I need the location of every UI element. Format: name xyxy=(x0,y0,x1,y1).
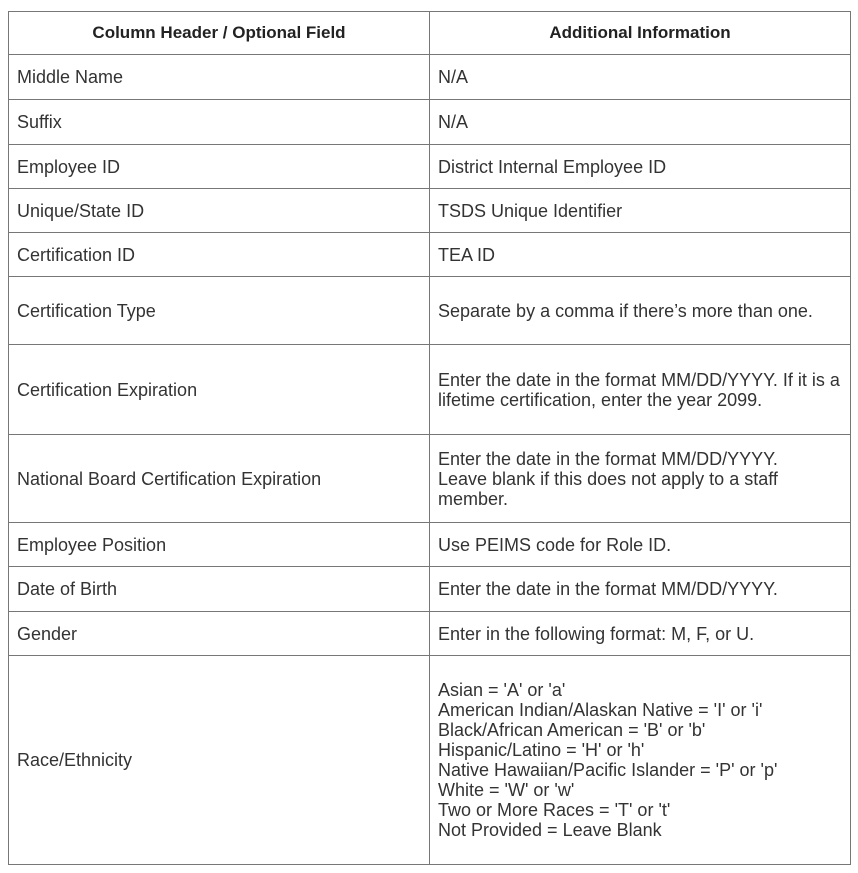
table-row xyxy=(9,277,851,345)
info-line: Separate by a comma if there’s more than one. xyxy=(438,300,813,321)
info-line: White = 'W' or 'w' xyxy=(438,780,575,800)
field-name: National Board Certification Expiration xyxy=(9,435,430,523)
table-row xyxy=(9,233,851,277)
field-name: Date of Birth xyxy=(9,567,430,612)
field-name: Suffix xyxy=(9,100,430,145)
info-line: Asian = 'A' or 'a' xyxy=(438,680,566,700)
table-row xyxy=(9,145,851,189)
field-info xyxy=(430,145,851,189)
optional-fields-table xyxy=(8,11,851,865)
info-line: N/A xyxy=(438,112,469,132)
field-name: Employee Position xyxy=(9,523,430,567)
column-header-field: Column Header / Optional Field xyxy=(9,12,430,55)
field-info xyxy=(430,567,851,612)
field-info xyxy=(430,189,851,233)
info-line: Black/African American = 'B' or 'b' xyxy=(438,720,706,740)
info-line: District Internal Employee ID xyxy=(438,156,667,177)
table-row xyxy=(9,523,851,567)
info-line: Enter the date in the format MM/DD/YYYY. xyxy=(438,579,778,599)
info-line: Not Provided = Leave Blank xyxy=(438,820,662,840)
field-info xyxy=(430,55,851,100)
table-row xyxy=(9,567,851,612)
column-header-info: Additional Information xyxy=(430,12,851,55)
field-info xyxy=(430,277,851,345)
field-info xyxy=(430,523,851,567)
info-line: Use PEIMS code for Role ID. xyxy=(438,534,672,555)
table-row xyxy=(9,100,851,145)
table-row xyxy=(9,656,851,865)
info-line: American Indian/Alaskan Native = 'I' or 'i' xyxy=(438,700,763,720)
table-row xyxy=(9,345,851,435)
field-info xyxy=(430,435,851,523)
field-name: Race/Ethnicity xyxy=(9,656,430,865)
info-line: Two or More Races = 'T' or 't' xyxy=(438,800,671,820)
field-name: Unique/State ID xyxy=(9,189,430,233)
info-line: Leave blank if this does not apply to a staff member. xyxy=(438,468,778,509)
field-name: Employee ID xyxy=(9,145,430,189)
info-line: Enter the date in the format MM/DD/YYYY. xyxy=(438,448,778,469)
field-name: Middle Name xyxy=(9,55,430,100)
field-info xyxy=(430,233,851,277)
info-line: TEA ID xyxy=(438,244,496,265)
field-info xyxy=(430,345,851,435)
field-name: Certification Expiration xyxy=(9,345,430,435)
field-name: Certification Type xyxy=(9,277,430,345)
info-line: Enter the date in the format MM/DD/YYYY. If it is a lifetime certification, enter the year 2099. xyxy=(438,369,840,410)
info-line: Native Hawaiian/Pacific Islander = 'P' or 'p' xyxy=(438,760,778,780)
field-name: Gender xyxy=(9,612,430,656)
field-info xyxy=(430,656,851,865)
table-row xyxy=(9,55,851,100)
table-row xyxy=(9,435,851,523)
field-info xyxy=(430,612,851,656)
info-line: TSDS Unique Identifier xyxy=(438,200,623,221)
info-line: N/A xyxy=(438,67,469,87)
info-line: Enter in the following format: M, F, or U. xyxy=(438,623,755,644)
table-row xyxy=(9,612,851,656)
table-row xyxy=(9,189,851,233)
info-line: Hispanic/Latino = 'H' or 'h' xyxy=(438,740,645,760)
field-name: Certification ID xyxy=(9,233,430,277)
header-row xyxy=(9,12,851,55)
field-info xyxy=(430,100,851,145)
